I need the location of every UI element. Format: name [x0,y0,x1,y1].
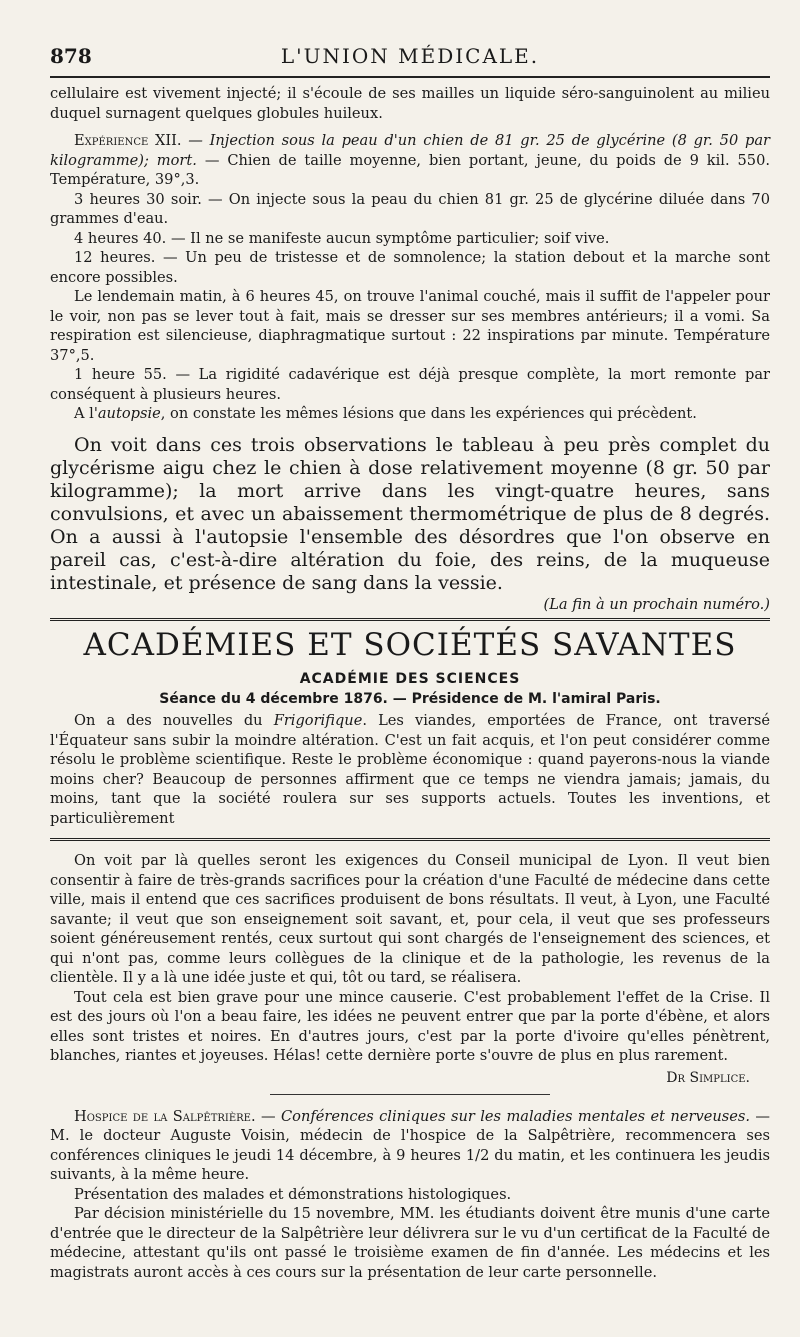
journal-title: L'UNION MÉDICALE. [280,44,540,68]
page-number: 878 [50,44,92,68]
article-paragraph: Le lendemain matin, à 6 heures 45, on trouve l'animal couché, mais il suffit de l'appeler pour le voir, non pas se lever tout à fait, mais se dresser sur ses membres antérieurs; il a vomi. Sa respiration est silencieuse, diaphragmatique surtout : 22 inspirations par minute. Température 37°,5. [50,288,770,364]
experiment-label: Expérience XII. [74,132,182,149]
conclusion-paragraph: On voit dans ces trois observations le tableau à peu près complet du glycérisme aigu chez le chien à dose relativement moyenne (8 gr. 50 par kilogramme); la mort arrive dans les vingt-quatre heures, sans convulsions, et avec un abaissement thermométrique de plus de 8 degrés. On a aussi à l'autopsie l'ensemble des désordres que l'on observe en pareil cas, c'est-à-dire altération du foie, des reins, de la muqueuse intestinale, et présence de sang dans la vessie. [50,433,770,594]
signature: Dr Simplice. [666,1069,750,1086]
hospice-paragraph: Hospice de la Salpêtrière. — Conférences cliniques sur les maladies mentales et nerveuses. — M. le docteur Auguste Voisin, médecin de l'hospice de la Salpêtrière, recommencera ses conférences cliniques le jeudi 14 décembre, à 9 heures 1/2 du matin, et les continuera les jeudis suivants, à la même heure. [50,1107,770,1183]
section-heading: ACADÉMIES ET SOCIÉTÉS SAVANTES [83,627,737,663]
experiment-title: — Injection sous la peau d'un chien de 81 gr. 25 de glycérine (8 gr. 50 par kilogramme); mort. [50,132,770,169]
article-paragraph: 1 heure 55. — La rigidité cadavérique est déjà presque complète, la mort remonte par conséquent à plusieurs heures. [50,366,770,403]
experiment-description: — Chien de taille moyenne, bien portant, jeune, du poids de 9 kil. 550. Température, 39°,3. [50,151,770,188]
session-line: Séance du 4 décembre 1876. — Présidence de M. l'amiral Paris. [159,691,661,707]
article-paragraph: 3 heures 30 soir. — On injecte sous la peau du chien 81 gr. 25 de glycérine diluée dans 70 grammes d'eau. [50,190,770,227]
autopsy-paragraph [50,404,770,424]
short-separator [270,1094,550,1095]
to-be-continued: (La fin à un prochain numéro.) [543,595,770,613]
hospice-paragraph: Présentation des malades et démonstrations histologiques. [74,1185,512,1203]
subsection-heading: ACADÉMIE DES SCIENCES [299,671,521,687]
page-header [50,44,770,68]
hospice-label: Hospice de la Salpêtrière. [74,1107,256,1125]
frigorifique-italic: Frigorifique [273,712,363,729]
academy-paragraph: On a des nouvelles du Frigorifique. Les viandes, emportées de France, ont traversé l'Équateur sans subir la moindre altération. C'est un fait acquis, et l'on peut considérer comme résolu le problème scientifique. Reste le problème économique : quand payerons-nous la viande moins cher? Beaucoup de personnes affirment que ce temps ne viendra jamais; jamais, du moins, tant que la société roulera sur ses supports actuels. Toutes les inventions, et particulièrement [50,712,770,827]
section-divider [50,618,770,621]
autopsy-post: , on constate les mêmes lésions que dans les expériences qui précèdent. [160,405,697,422]
hospice-paragraph: Par décision ministérielle du 15 novembre, MM. les étudiants doivent être munis d'une carte d'entrée que le directeur de la Salpêtrière leur délivrera sur le vu d'un certificat de la Faculté de médecine, attestant qu'ils ont passé le troisième examen de fin d'année. Les médecins et les magistrats auront accès à ces cours sur la présentation de leur carte personnelle. [50,1205,770,1281]
autopsy-pre: A l' [74,405,98,422]
hospice-title: Conférences cliniques sur les maladies mentales et nerveuses. [281,1107,750,1125]
article-paragraph: 12 heures. — Un peu de tristesse et de somnolence; la station debout et la marche sont encore possibles. [50,249,770,286]
autopsy-italic: autopsie [97,405,161,422]
article-paragraph: 4 heures 40. — Il ne se manifeste aucun symptôme particulier; soif vive. [74,229,610,247]
article-paragraph: cellulaire est vivement injecté; il s'écoule de ses mailles un liquide séro-sanguinolent au milieu duquel surnagent quelques globules huileux. [50,85,770,122]
feuilleton-divider [50,838,770,841]
experiment-heading [50,131,770,190]
causerie-paragraph: Tout cela est bien grave pour une mince causerie. C'est probablement l'effet de la Crise. Il est des jours où l'on a beau faire, les idées ne peuvent entrer que par la porte d'ébène, et alors elles sont tristes et noires. En d'autres jours, c'est par la porte d'ivoire qu'elles pénètrent, blanches, riantes et joyeuses. Hélas! cette dernière porte s'ouvre de plus en plus rarement. [50,988,770,1064]
causerie-paragraph: On voit par là quelles seront les exigences du Conseil municipal de Lyon. Il veut bien consentir à faire de très-grands sacrifices pour la création d'une Faculté de médecine dans cette ville, mais il entend que ces sacrifices produisent de bons résultats. Il veut, à Lyon, une Faculté savante; il veut que son enseignement soit savant, et, pour cela, il veut que ses professeurs soient généreusement rentés, ceux surtout qui sont chargés de l'enseignement des sciences, et qui n'ont pas, comme leurs collègues de la clinique et de la pathologie, les revenus de la clientèle. Il y a là une idée juste et qui, tôt ou tard, se réalisera. [50,852,770,986]
header-rule [50,76,770,78]
